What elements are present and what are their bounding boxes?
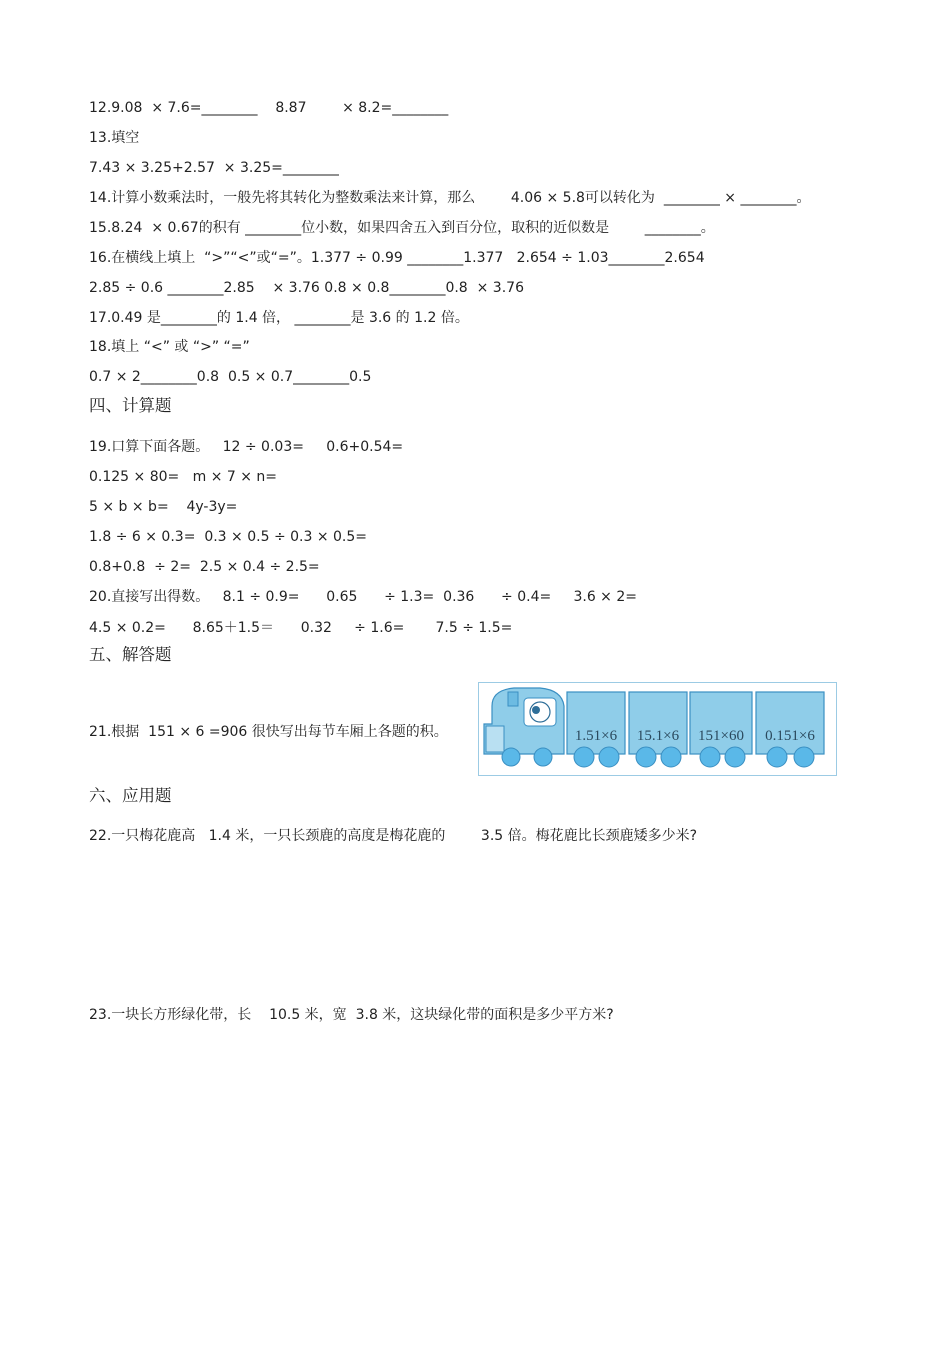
section-heading-calculation: 四、计算题 bbox=[89, 396, 172, 415]
train-illustration bbox=[478, 682, 837, 776]
car-label-4: 0.151×6 bbox=[765, 728, 815, 744]
question-19-line-2: 0.125 × 80= m × 7 × n= bbox=[89, 469, 278, 485]
question-19-line-5: 0.8+0.8 ÷ 2= 2.5 × 0.4 ÷ 2.5= bbox=[89, 559, 320, 575]
question-18-expressions: 0.7 × 2________0.8 0.5 × 0.7________0.5 bbox=[89, 369, 372, 385]
question-13-expression: 7.43 × 3.25+2.57 × 3.25=________ bbox=[89, 160, 339, 176]
locomotive bbox=[484, 688, 564, 754]
question-22: 22.一只梅花鹿高 1.4 米，一只长颈鹿的高度是梅花鹿的 3.5 倍。梅花鹿比长颈鹿矮多少米? bbox=[89, 828, 698, 844]
question-14: 14.计算小数乘法时，一般先将其转化为整数乘法来计算，那么 4.06 × 5.8可以转化为 ________ × ________。 bbox=[89, 190, 811, 206]
question-19-line-4: 1.8 ÷ 6 × 0.3= 0.3 × 0.5 ÷ 0.3 × 0.5= bbox=[89, 529, 368, 545]
question-21: 21.根据 151 × 6 =906 很快写出每节车厢上各题的积。 bbox=[89, 724, 448, 740]
question-15: 15.8.24 × 0.67的积有 ________位小数，如果四舍五入到百分位，取积的近似数是 ________。 bbox=[89, 220, 715, 236]
question-16: 16.在横线上填上 “>”“<”或“=”。1.377 ÷ 0.99 ________1.377 2.654 ÷ 1.03________2.654 bbox=[89, 250, 705, 266]
question-17: 17.0.49 是________的 1.4 倍， ________是 3.6 的 1.2 倍。 bbox=[89, 310, 469, 326]
question-20: 20.直接写出得数。 8.1 ÷ 0.9= 0.65 ÷ 1.3= 0.36 ÷ 0.4= 3.6 × 2= bbox=[89, 589, 637, 605]
car-label-1: 1.51×6 bbox=[574, 728, 618, 744]
section-heading-application: 六、应用题 bbox=[89, 786, 172, 805]
question-23: 23.一块长方形绿化带，长 10.5 米，宽 3.8 米，这块绿化带的面积是多少平方米? bbox=[89, 1007, 614, 1023]
section-heading-answer: 五、解答题 bbox=[89, 645, 172, 664]
question-19: 19.口算下面各题。 12 ÷ 0.03= 0.6+0.54= bbox=[89, 439, 404, 455]
question-20-line-2: 4.5 × 0.2= 8.65＋1.5＝ 0.32 ÷ 1.6= 7.5 ÷ 1.5= bbox=[89, 620, 513, 636]
question-18: 18.填上 “<” 或 “>” “=” bbox=[89, 339, 250, 355]
question-13: 13.填空 bbox=[89, 130, 140, 146]
train-svg bbox=[478, 682, 837, 776]
car-label-3: 151×60 bbox=[698, 728, 744, 744]
question-16-second-line: 2.85 ÷ 0.6 ________2.85 × 3.76 0.8 × 0.8________0.8 × 3.76 bbox=[89, 280, 524, 296]
train-cars bbox=[567, 692, 824, 754]
question-19-line-3: 5 × b × b= 4y-3y= bbox=[89, 499, 238, 515]
car-label-2: 15.1×6 bbox=[636, 728, 680, 744]
question-12: 12.9.08 × 7.6=________ 8.87 × 8.2=________ bbox=[89, 100, 449, 116]
